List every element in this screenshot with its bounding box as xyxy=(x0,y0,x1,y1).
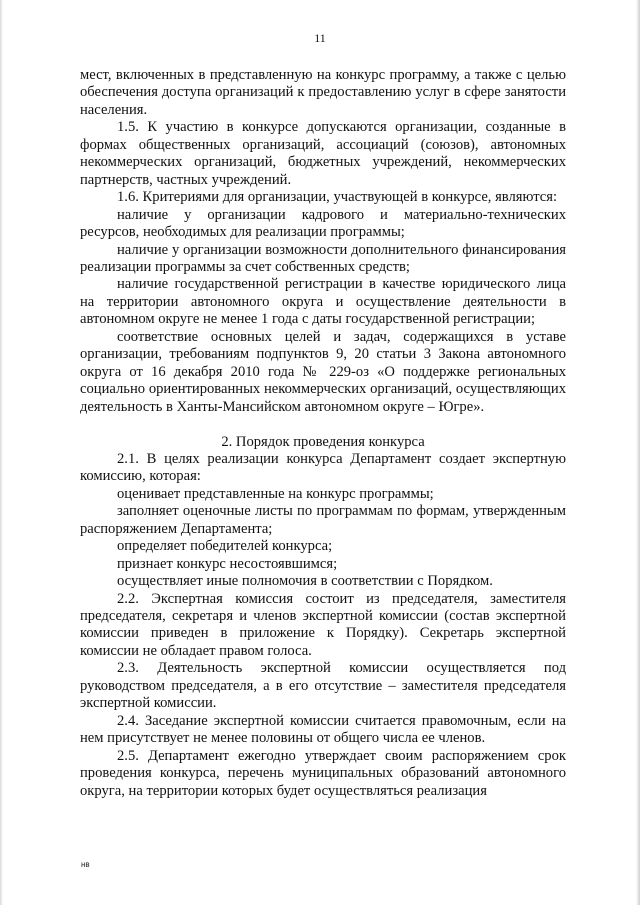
paragraph-1-5: 1.5. К участию в конкурсе допускаются организации, созданные в формах общественных организаций, ассоциаций (союзов), автономных некоммерческих организаций, бюджетных учреждений, некоммерческих партнерств, частных учреждений. xyxy=(80,119,566,188)
paragraph-2-3: 2.3. Деятельность экспертной комиссии осуществляется под руководством председателя, а в его отсутствие – заместителя председателя экспертной комиссии. xyxy=(80,660,566,712)
duty-other-powers: осуществляет иные полномочия в соответствии с Порядком. xyxy=(117,573,493,590)
section-heading: 2. Порядок проведения конкурса xyxy=(221,433,425,450)
scan-edge-left xyxy=(0,0,3,905)
footer-mark: нв xyxy=(81,860,90,869)
criterion-resources: наличие у организации кадрового и материально-технических ресурсов, необходимых для реализации программы; xyxy=(80,206,566,241)
paragraph-2-5: 2.5. Департамент ежегодно утверждает своим распоряжением срок проведения конкурса, перечень муниципальных образований автономного округа, на территории которых будет осуществляться реализация xyxy=(80,747,566,799)
paragraph-2-4: 2.4. Заседание экспертной комиссии считается правомочным, если на нем присутствует не менее половины от общего числа ее членов. xyxy=(80,712,566,747)
paragraph-2-2: 2.2. Экспертная комиссия состоит из председателя, заместителя председателя, секретаря и членов экспертной комиссии (состав экспертной комиссии приведен в приложение к Порядку). Секретарь экспертной комиссии не обладает правом голоса. xyxy=(80,590,566,659)
criterion-registration: наличие государственной регистрации в качестве юридического лица на территории автономного округа и осуществление деятельности в автономном округе не менее 1 года с даты государственной регистрации; xyxy=(80,276,566,328)
paragraph-1-6: 1.6. Критериями для организации, участвующей в конкурсе, являются: xyxy=(117,189,558,206)
document-body xyxy=(80,67,566,800)
duty-fill-forms: заполняет оценочные листы по программам по формам, утвержденным распоряжением Департамента; xyxy=(80,503,566,537)
duty-evaluate: оценивает представленные на конкурс программы; xyxy=(117,485,434,502)
scan-edge-right xyxy=(636,0,640,905)
page-number: 11 xyxy=(314,31,326,45)
duty-determine-winners: определяет победителей конкурса; xyxy=(117,538,333,555)
paragraph-continuation: мест, включенных в представленную на конкурс программу, а также с целью обеспечения доступа организаций к предоставлению услуг в сфере занятости населения. xyxy=(80,67,566,118)
criterion-charter: соответствие основных целей и задач, содержащихся в уставе организации, требованиям подпунктов 9, 20 статьи 3 Закона автономного округа от 16 декабря 2010 года № 229-оз «О поддержке региональных социально ориентированных некоммерческих организаций, осуществляющих деятельность в Ханты-Мансийском автономном округе – Югре». xyxy=(80,328,566,415)
criterion-financing: наличие у организации возможности дополнительного финансирования реализации программы за счет собственных средств; xyxy=(80,241,566,275)
duty-declare-invalid: признает конкурс несостоявшимся; xyxy=(117,555,338,572)
paragraph-2-1: 2.1. В целях реализации конкурса Департамент создает экспертную комиссию, которая: xyxy=(80,450,566,485)
